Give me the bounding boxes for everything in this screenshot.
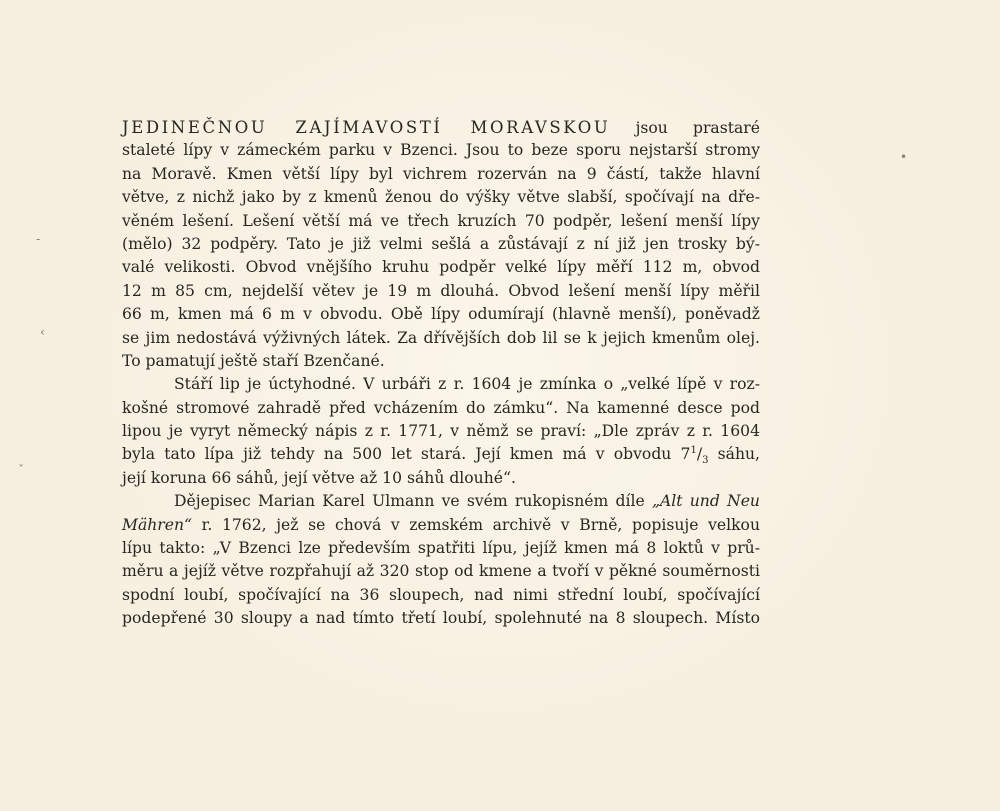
text-line: lípu takto: „V Bzenci lze především spatřiti lípu, jejíž kmen má 8 loktů v prů- (122, 539, 760, 558)
paper-speck: ‹ (40, 325, 45, 339)
paper-speck: - (36, 232, 41, 246)
lead-heading: JEDINEČNOU ZAJÍMAVOSTÍ MORAVSKOU (122, 118, 611, 137)
text-line: spodní loubí, spočívající na 36 sloupech, nad nimi střední loubí, spočívající (122, 585, 760, 604)
text-line: 66 m, kmen má 6 m v obvodu. Obě lípy odumírají (hlavně menší), poněvadž (122, 305, 760, 324)
text-line: na Moravě. Kmen větší lípy byl vichrem rozerván na 9 částí, takže hlavní (122, 164, 760, 183)
text-line: JEDINEČNOU ZAJÍMAVOSTÍ MORAVSKOU jsou prastaré (122, 118, 760, 137)
body-text (122, 116, 760, 631)
text-line: košné stromové zahradě před vcházením do zámku“. Na kamenné desce pod (122, 398, 760, 417)
book-title: Mähren“ (122, 515, 193, 534)
fraction: $7^1/_3$ (680, 445, 709, 467)
paper-speck: ˇ (18, 463, 24, 477)
book-title: „Alt und Neu (651, 492, 760, 511)
text-line: její koruna 66 sáhů, její větve až 10 sáhů dlouhé“. (122, 468, 516, 487)
text-line: věném lešení. Lešení větší má ve třech kruzích 70 podpěr, lešení menší lípy (122, 211, 760, 230)
text-line: (mělo) 32 podpěry. Tato je již velmi sešlá a zůstávají z ní již jen trosky bý- (122, 234, 760, 253)
text-line: 12 m 85 cm, nejdelší větev je 19 m dlouhá. Obvod lešení menší lípy měřil (122, 281, 760, 300)
text-line: lipou je vyryt německý nápis z r. 1771, v němž se praví: „Dle zpráv z r. 1604 (122, 422, 760, 441)
text-line: větve, z nichž jako by z kmenů ženou do výšky větve slabší, spočívají na dře- (122, 188, 760, 207)
text-line: byla tato lípa již tehdy na 500 let stará. Její kmen má v obvodu $7^1/_3$ sáhu, (122, 445, 760, 467)
text-line: se jim nedostává výživných látek. Za dřívějších dob lil se k jejich kmenům olej. (122, 328, 760, 347)
text-line: měru a jejíž větve rozpřahují až 320 stop od kmene a tvoří v pěkné souměrnosti (122, 562, 760, 581)
text-line: staleté lípy v zámeckém parku v Bzenci. Jsou to beze sporu nejstarší stromy (122, 141, 760, 160)
text-line: Mähren“ r. 1762, jež se chová v zemském archivě v Brně, popisuje velkou (122, 515, 760, 534)
text-line: Stáří lip je úctyhodné. V urbáři z r. 1604 je zmínka o „velké lípě v roz- (174, 375, 760, 394)
text-line: valé velikosti. Obvod vnějšího kruhu podpěr velké lípy měří 112 m, obvod (122, 258, 760, 277)
paper-speck: • (900, 150, 908, 164)
text-line: podepřené 30 sloupy a nad tímto třetí loubí, spolehnuté na 8 sloupech. Místo (122, 609, 760, 628)
text-line: Dějepisec Marian Karel Ulmann ve svém rukopisném díle „Alt und Neu (174, 492, 760, 511)
text-line: To pamatují ještě staří Bzenčané. (122, 351, 385, 370)
